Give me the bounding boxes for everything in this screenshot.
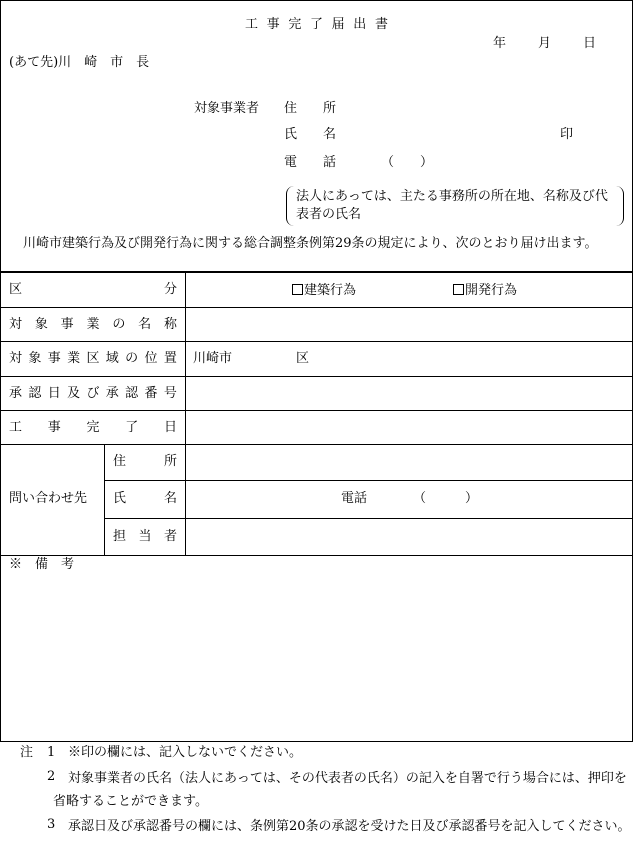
row-label-char: 対 (9, 317, 23, 332)
applicant-address-label: 住 所 (284, 101, 337, 116)
contact-person-char: 者 (163, 529, 177, 544)
applicant-phone-parens: （ ） (381, 155, 434, 170)
row-label-char: 業 (86, 317, 100, 332)
row-label-category (9, 282, 177, 298)
applicant-phone-label: 電 話 (284, 155, 337, 170)
seal-mark: 印 (560, 127, 574, 142)
row-label-char: 了 (125, 420, 139, 435)
note-1-num: 1 (47, 745, 56, 760)
rule-7 (104, 518, 633, 519)
applicant-name-label: 氏 名 (284, 127, 337, 142)
date-day: 日 (583, 36, 597, 51)
row-label-char: 置 (163, 351, 177, 366)
title-char: 完 (288, 17, 302, 32)
rule-1 (0, 307, 633, 308)
row-label-char: 認 (125, 386, 139, 401)
note-2-text: 対象事業者の氏名（法人にあっては、その代表者の氏名）の記入を自署で行う場合には、押印を省略することができます。 (53, 771, 627, 809)
row-label-char: 対 (9, 351, 23, 366)
row-label-char: 象 (34, 317, 48, 332)
row-label-char: 名 (138, 317, 152, 332)
title-char: 工 (245, 17, 259, 32)
statement-text: 川崎市建築行為及び開発行為に関する総合調整条例第29条の規定により、次のとおり届け出ます。 (23, 236, 598, 251)
rule-6 (104, 480, 633, 481)
form-title (245, 17, 388, 33)
row-label-char: の (125, 351, 139, 366)
contact-name-char: 名 (163, 491, 177, 506)
option-building[interactable] (292, 283, 356, 299)
contact-phone-parens: （ ） (413, 491, 479, 506)
rule-3 (0, 376, 633, 377)
rule-5 (0, 444, 633, 445)
row-label-char: の (112, 317, 126, 332)
row-label-char: 工 (9, 420, 23, 435)
row-label-char: 号 (163, 386, 177, 401)
contact-address-char: 住 (113, 454, 127, 469)
label-divider (185, 272, 186, 555)
row-label-char: 区 (9, 282, 23, 297)
checkbox-development[interactable] (453, 284, 464, 295)
title-char: 出 (353, 17, 367, 32)
row-label-char: 称 (163, 317, 177, 332)
row-label-project-name (9, 317, 177, 333)
title-char: 書 (374, 17, 388, 32)
note-3-text: 承認日及び承認番号の欄には、条例第20条の承認を受けた日及び承認番号を記入してください。 (68, 819, 631, 834)
checkbox-building[interactable] (292, 284, 303, 295)
contact-address-char: 所 (163, 454, 177, 469)
row-label-char: 完 (86, 420, 100, 435)
row-label-char: 域 (105, 351, 119, 366)
option-building-label: 建築行為 (304, 283, 357, 298)
notes-heading: 注 (20, 745, 34, 760)
title-char: 事 (266, 17, 280, 32)
contact-phone-label: 電話 (341, 491, 368, 506)
option-development-label: 開発行為 (465, 283, 518, 298)
row-label-location (9, 351, 177, 367)
date-month: 月 (538, 36, 552, 51)
row-label-approval (9, 386, 177, 402)
location-ward: 区 (296, 351, 310, 366)
applicant-label: 対象事業者 (194, 101, 260, 116)
row-label-char: 事 (47, 351, 61, 366)
row-label-char: 業 (67, 351, 81, 366)
date-year: 年 (493, 36, 507, 51)
table-top-rule (0, 271, 633, 273)
row-label-char: 及 (67, 386, 81, 401)
row-label-char: 日 (47, 386, 61, 401)
row-label-char: 位 (144, 351, 158, 366)
contact-name-label (113, 491, 177, 507)
note-3-num: 3 (47, 817, 56, 832)
title-char: 届 (331, 17, 345, 32)
row-label-char: 日 (163, 420, 177, 435)
row-label-char: 承 (9, 386, 23, 401)
contact-person-label (113, 529, 177, 545)
row-label-completion-date (9, 420, 177, 436)
row-label-char: 認 (28, 386, 42, 401)
note-2-num: 2 (47, 769, 56, 784)
row-label-char: 区 (86, 351, 100, 366)
row-label-char: 象 (28, 351, 42, 366)
rule-4 (0, 410, 633, 411)
contact-person-char: 当 (138, 529, 152, 544)
location-city: 川崎市 (193, 351, 233, 366)
rule-8 (0, 555, 633, 556)
row-label-char: び (86, 386, 100, 401)
contact-address-label (113, 454, 177, 470)
row-label-char: 番 (144, 386, 158, 401)
row-label-char: 分 (163, 282, 177, 297)
remarks-label: ※ 備 考 (9, 557, 75, 572)
option-development[interactable] (453, 283, 517, 299)
note-1-text: ※印の欄には、記入しないでください。 (68, 745, 303, 760)
contact-label: 問い合わせ先 (9, 491, 88, 506)
title-char: 了 (309, 17, 323, 32)
row-label-char: 事 (60, 317, 74, 332)
rule-2 (0, 341, 633, 342)
row-label-char: 事 (47, 420, 61, 435)
contact-person-char: 担 (113, 529, 127, 544)
row-label-char: 承 (105, 386, 119, 401)
contact-name-char: 氏 (113, 491, 127, 506)
contact-divider (104, 444, 105, 555)
corporate-note: 法人にあっては、主たる事務所の所在地、名称及び代表者の氏名 (296, 189, 608, 222)
addressee: (あて先)川 崎 市 長 (9, 55, 150, 70)
